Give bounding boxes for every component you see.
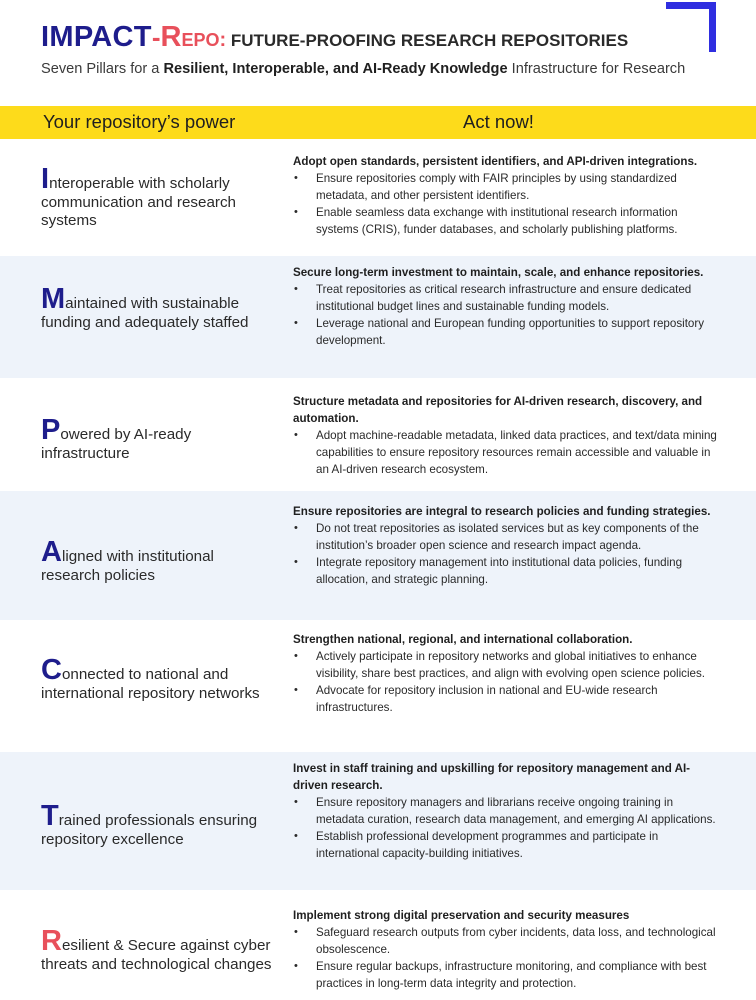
title-colon: : bbox=[219, 29, 227, 51]
pillar-label bbox=[41, 800, 276, 849]
action-block bbox=[293, 153, 723, 238]
action-bullet: • Ensure repository managers and librarians receive ongoing training in metadata curation, research data management, and emerging AI applications. bbox=[293, 794, 723, 828]
title-impact: IMPACT bbox=[41, 21, 152, 53]
action-bullet: • Leverage national and European funding opportunities to support repository development. bbox=[293, 315, 723, 349]
pillar-label bbox=[41, 536, 276, 585]
subtitle-bold: Resilient, Interoperable, and AI-Ready Knowledge bbox=[163, 61, 508, 77]
pillar-initial: I bbox=[41, 163, 50, 195]
pillar-initial: P bbox=[41, 414, 61, 446]
action-title: Adopt open standards, persistent identifiers, and API-driven integrations. bbox=[293, 155, 698, 168]
action-title: Invest in staff training and upskilling for repository management and AI-driven research. bbox=[293, 762, 691, 792]
action-bullet: • Adopt machine-readable metadata, linked data practices, and text/data mining capabilities to ensure repository resources remain accessible and valuable in an AI-driven research ecosystem. bbox=[293, 427, 723, 478]
action-block bbox=[293, 907, 723, 992]
subtitle-post: Infrastructure for Research bbox=[507, 61, 686, 77]
column-header-act: Act now! bbox=[463, 111, 534, 132]
action-block bbox=[293, 393, 723, 478]
pillar-text: ligned with institutional research policies bbox=[41, 548, 214, 584]
action-title: Secure long-term investment to maintain, scale, and enhance repositories. bbox=[293, 266, 704, 279]
column-header-band bbox=[0, 106, 756, 139]
action-title: Ensure repositories are integral to research policies and funding strategies. bbox=[293, 505, 711, 518]
pillar-initial: C bbox=[41, 654, 62, 686]
pillar-text: aintained with sustainable funding and adequately staffed bbox=[41, 295, 249, 331]
action-bullet: • Advocate for repository inclusion in national and EU-wide research infrastructures. bbox=[293, 682, 723, 716]
title-repo-rest: EPO bbox=[181, 30, 220, 50]
pillar-row-trained bbox=[0, 752, 756, 890]
action-block bbox=[293, 503, 723, 588]
action-bullet: • Do not treat repositories as isolated services but as key components of the institution’s broader open science and research impact agenda. bbox=[293, 520, 723, 554]
pillar-initial: R bbox=[41, 925, 62, 957]
action-title: Implement strong digital preservation and security measures bbox=[293, 909, 630, 922]
pillar-row-aligned bbox=[0, 491, 756, 620]
page-subtitle bbox=[41, 61, 686, 77]
page-title bbox=[41, 18, 681, 61]
pillar-text: rained professionals ensuring repository excellence bbox=[41, 812, 258, 848]
pillar-text: esilient & Secure against cyber threats and technological changes bbox=[41, 937, 272, 973]
pillar-text: owered by AI-ready infrastructure bbox=[41, 426, 192, 462]
pillar-row-powered bbox=[0, 378, 756, 491]
action-block bbox=[293, 264, 723, 349]
column-header-power: Your repository’s power bbox=[43, 111, 236, 132]
pillar-row-resilient bbox=[0, 890, 756, 1000]
pillar-row-interoperable bbox=[0, 139, 756, 256]
pillar-initial: T bbox=[41, 800, 59, 832]
action-bullet: • Enable seamless data exchange with institutional research information systems (CRIS), funder databases, and scholarly publishing platforms. bbox=[293, 204, 723, 238]
action-title: Structure metadata and repositories for AI-driven research, discovery, and automation. bbox=[293, 395, 703, 425]
title-tagline: FUTURE-PROOFING RESEARCH REPOSITORIES bbox=[226, 31, 629, 50]
action-bullet: • Ensure regular backups, infrastructure monitoring, and compliance with best practices in long-term data integrity and protection. bbox=[293, 958, 723, 992]
action-bullet: • Treat repositories as critical research infrastructure and ensure dedicated institutional budget lines and sustainable funding models. bbox=[293, 281, 723, 315]
title-repo-initial: R bbox=[160, 21, 182, 53]
action-bullet: • Establish professional development programmes and participate in international capacity-building initiatives. bbox=[293, 828, 723, 862]
action-block bbox=[293, 631, 723, 716]
pillar-label bbox=[41, 414, 276, 463]
pillar-text: onnected to national and international repository networks bbox=[41, 666, 260, 702]
pillar-row-connected bbox=[0, 620, 756, 752]
action-bullet: • Ensure repositories comply with FAIR principles by using standardized metadata, and other persistent identifiers. bbox=[293, 170, 723, 204]
pillar-label bbox=[41, 163, 276, 231]
action-title: Strengthen national, regional, and international collaboration. bbox=[293, 633, 633, 646]
action-block bbox=[293, 760, 723, 862]
pillar-text: nteroperable with scholarly communication and research systems bbox=[41, 175, 237, 229]
action-bullet: • Safeguard research outputs from cyber incidents, data loss, and technological obsolescence. bbox=[293, 924, 723, 958]
subtitle-pre: Seven Pillars for a bbox=[41, 61, 164, 77]
page-header bbox=[41, 18, 686, 77]
pillar-initial: A bbox=[41, 536, 62, 568]
pillar-initial: M bbox=[41, 283, 66, 315]
pillar-label bbox=[41, 925, 276, 974]
pillar-row-maintained bbox=[0, 256, 756, 378]
pillar-label bbox=[41, 283, 276, 332]
action-bullet: • Actively participate in repository networks and global initiatives to enhance visibility, share best practices, and align with evolving open science policies. bbox=[293, 648, 723, 682]
title-dash: - bbox=[151, 22, 161, 52]
pillar-label bbox=[41, 654, 276, 703]
action-bullet: • Integrate repository management into institutional data policies, funding allocation, and strategic planning. bbox=[293, 554, 723, 588]
